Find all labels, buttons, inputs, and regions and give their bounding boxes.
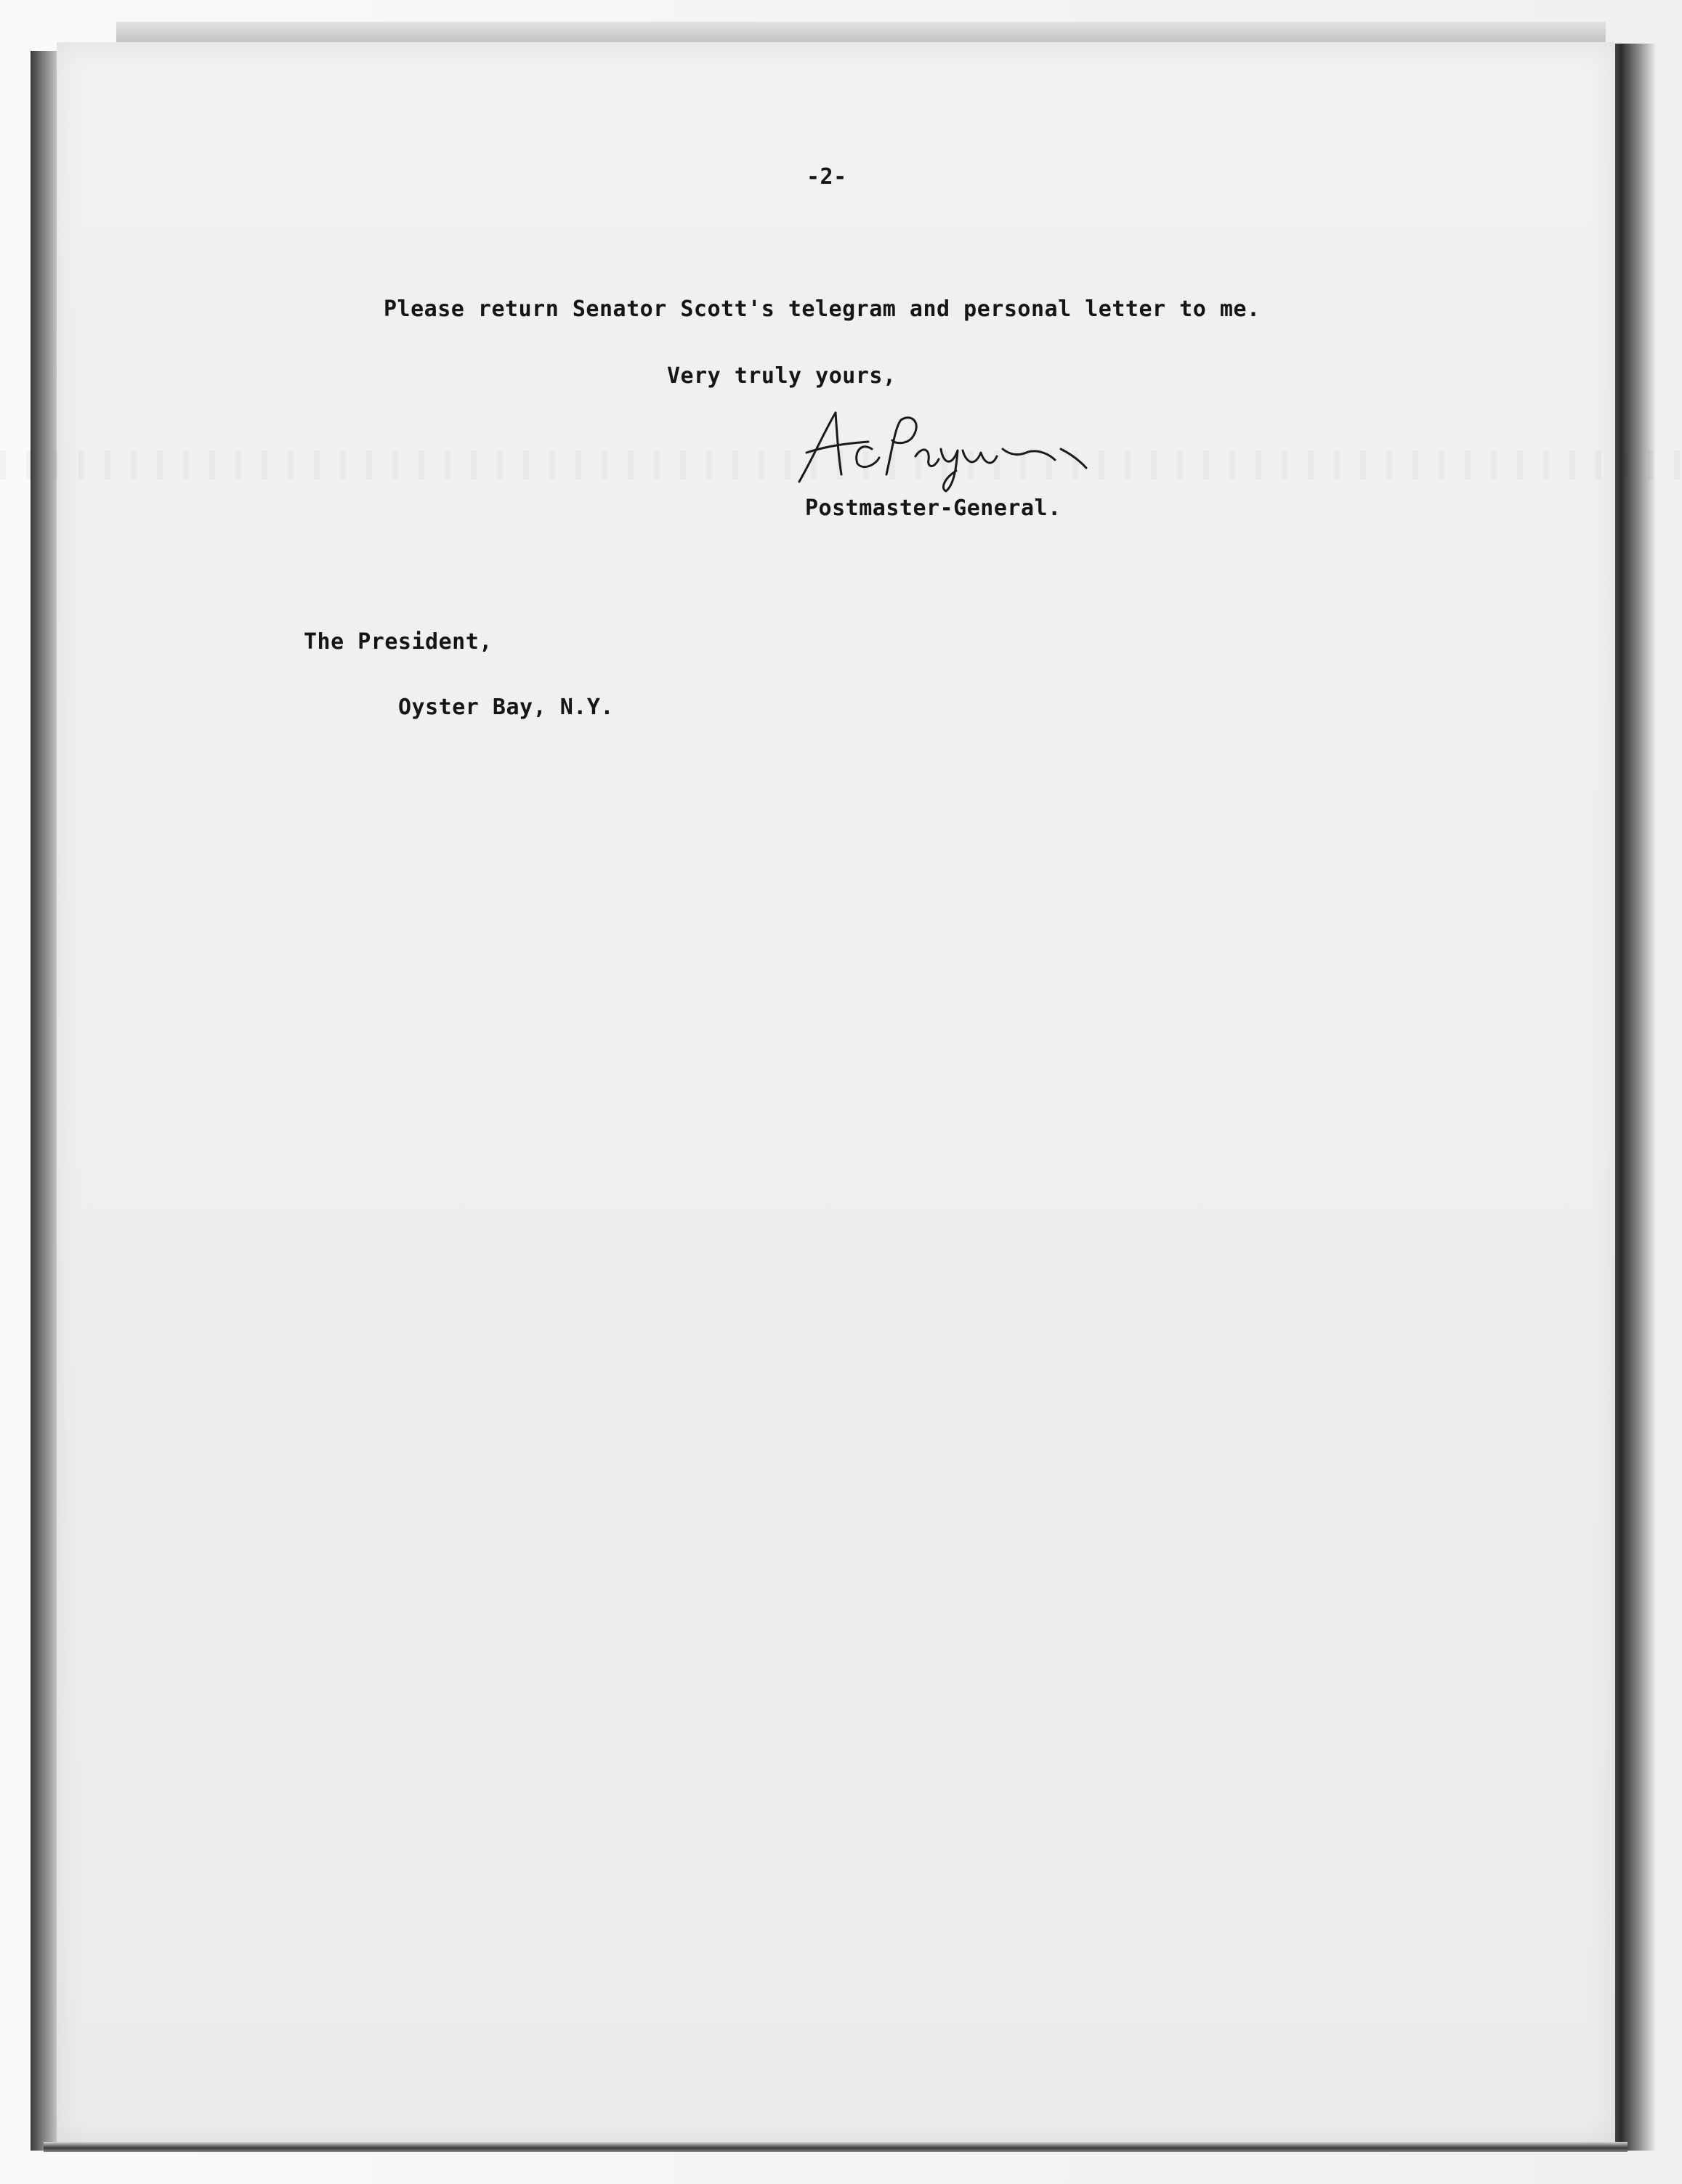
addressee: The President, [304, 629, 493, 655]
paper-top-edge [116, 22, 1606, 42]
letter-closing: Very truly yours, [667, 363, 897, 389]
paper-bottom-edge [44, 2142, 1628, 2152]
letter-page [57, 42, 1615, 2143]
signer-title: Postmaster-General. [805, 496, 1062, 521]
letter-body-line: Please return Senator Scott's telegram and personal letter to me. [384, 296, 1261, 322]
handwritten-signature [785, 398, 1104, 493]
addressee-location: Oyster Bay, N.Y. [398, 695, 614, 720]
page-number: -2- [806, 164, 847, 190]
paper-left-edge [31, 51, 60, 2151]
